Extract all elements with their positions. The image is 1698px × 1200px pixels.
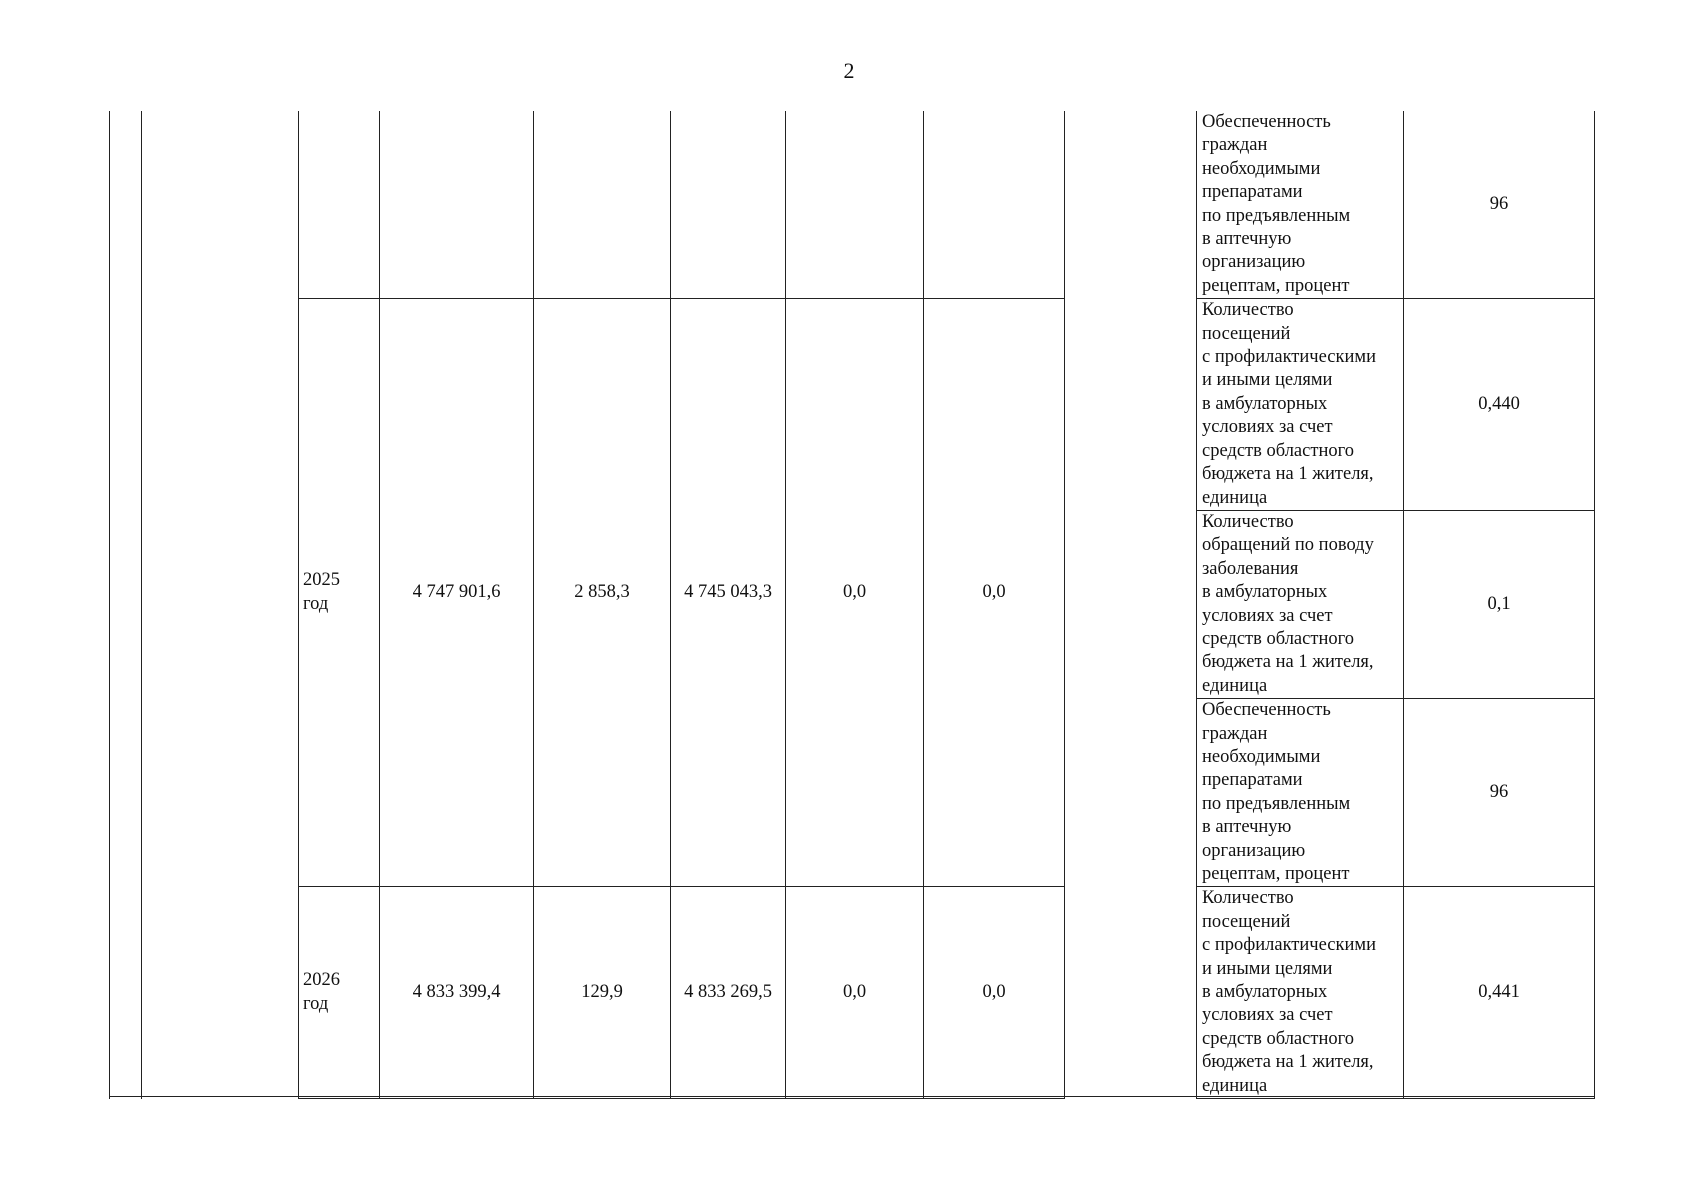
name-cell [142, 111, 299, 299]
other-cell: 0,0 [924, 887, 1065, 1099]
indicator-name-cell: Обеспеченность граждан необходимыми препаратами по предъявленным в аптечную организацию рецептам, процент [1197, 699, 1404, 887]
page-number: 2 [843, 58, 855, 83]
federal-cell: 2 858,3 [534, 299, 671, 887]
local-cell: 0,0 [786, 299, 924, 887]
local-cell: 0,0 [786, 887, 924, 1099]
indicator-value-cell: 96 [1404, 111, 1595, 299]
total-cell: 4 833 399,4 [380, 887, 534, 1099]
federal-cell: 129,9 [534, 887, 671, 1099]
indicator-name-cell: Обеспеченность граждан необходимыми препаратами по предъявленным в аптечную организацию рецептам, процент [1197, 111, 1404, 299]
indicator-value-cell: 0,441 [1404, 887, 1595, 1099]
year-cell: 2026 год [299, 887, 380, 1099]
empty-cell [1065, 111, 1197, 1099]
indicator-name-cell: Количество посещений с профилактическими и иными целями в амбулаторных условиях за счет средств областного бюджета на 1 жителя, единица [1197, 887, 1404, 1099]
table-row [110, 111, 1595, 299]
year-cell [299, 111, 380, 299]
table-row [110, 887, 1595, 1099]
total-cell [380, 111, 534, 299]
other-cell: 0,0 [924, 299, 1065, 887]
regional-cell: 4 833 269,5 [671, 887, 786, 1099]
regional-cell: 4 745 043,3 [671, 299, 786, 887]
year-cell: 2025 год [299, 299, 380, 887]
indicator-value-cell: 0,1 [1404, 510, 1595, 698]
table-row [110, 299, 1595, 511]
local-cell [786, 111, 924, 299]
regional-cell [671, 111, 786, 299]
budget-table [109, 111, 1595, 1099]
indicator-value-cell: 96 [1404, 699, 1595, 887]
indicator-name-cell: Количество обращений по поводу заболевания в амбулаторных условиях за счет средств областного бюджета на 1 жителя, единица [1197, 510, 1404, 698]
indicator-value-cell: 0,440 [1404, 299, 1595, 511]
table-bottom-border [109, 1096, 1595, 1097]
total-cell: 4 747 901,6 [380, 299, 534, 887]
number-cell [110, 299, 142, 1099]
number-cell [110, 111, 142, 299]
name-cell [142, 299, 299, 1099]
indicator-name-cell: Количество посещений с профилактическими и иными целями в амбулаторных условиях за счет средств областного бюджета на 1 жителя, единица [1197, 299, 1404, 511]
federal-cell [534, 111, 671, 299]
other-cell [924, 111, 1065, 299]
